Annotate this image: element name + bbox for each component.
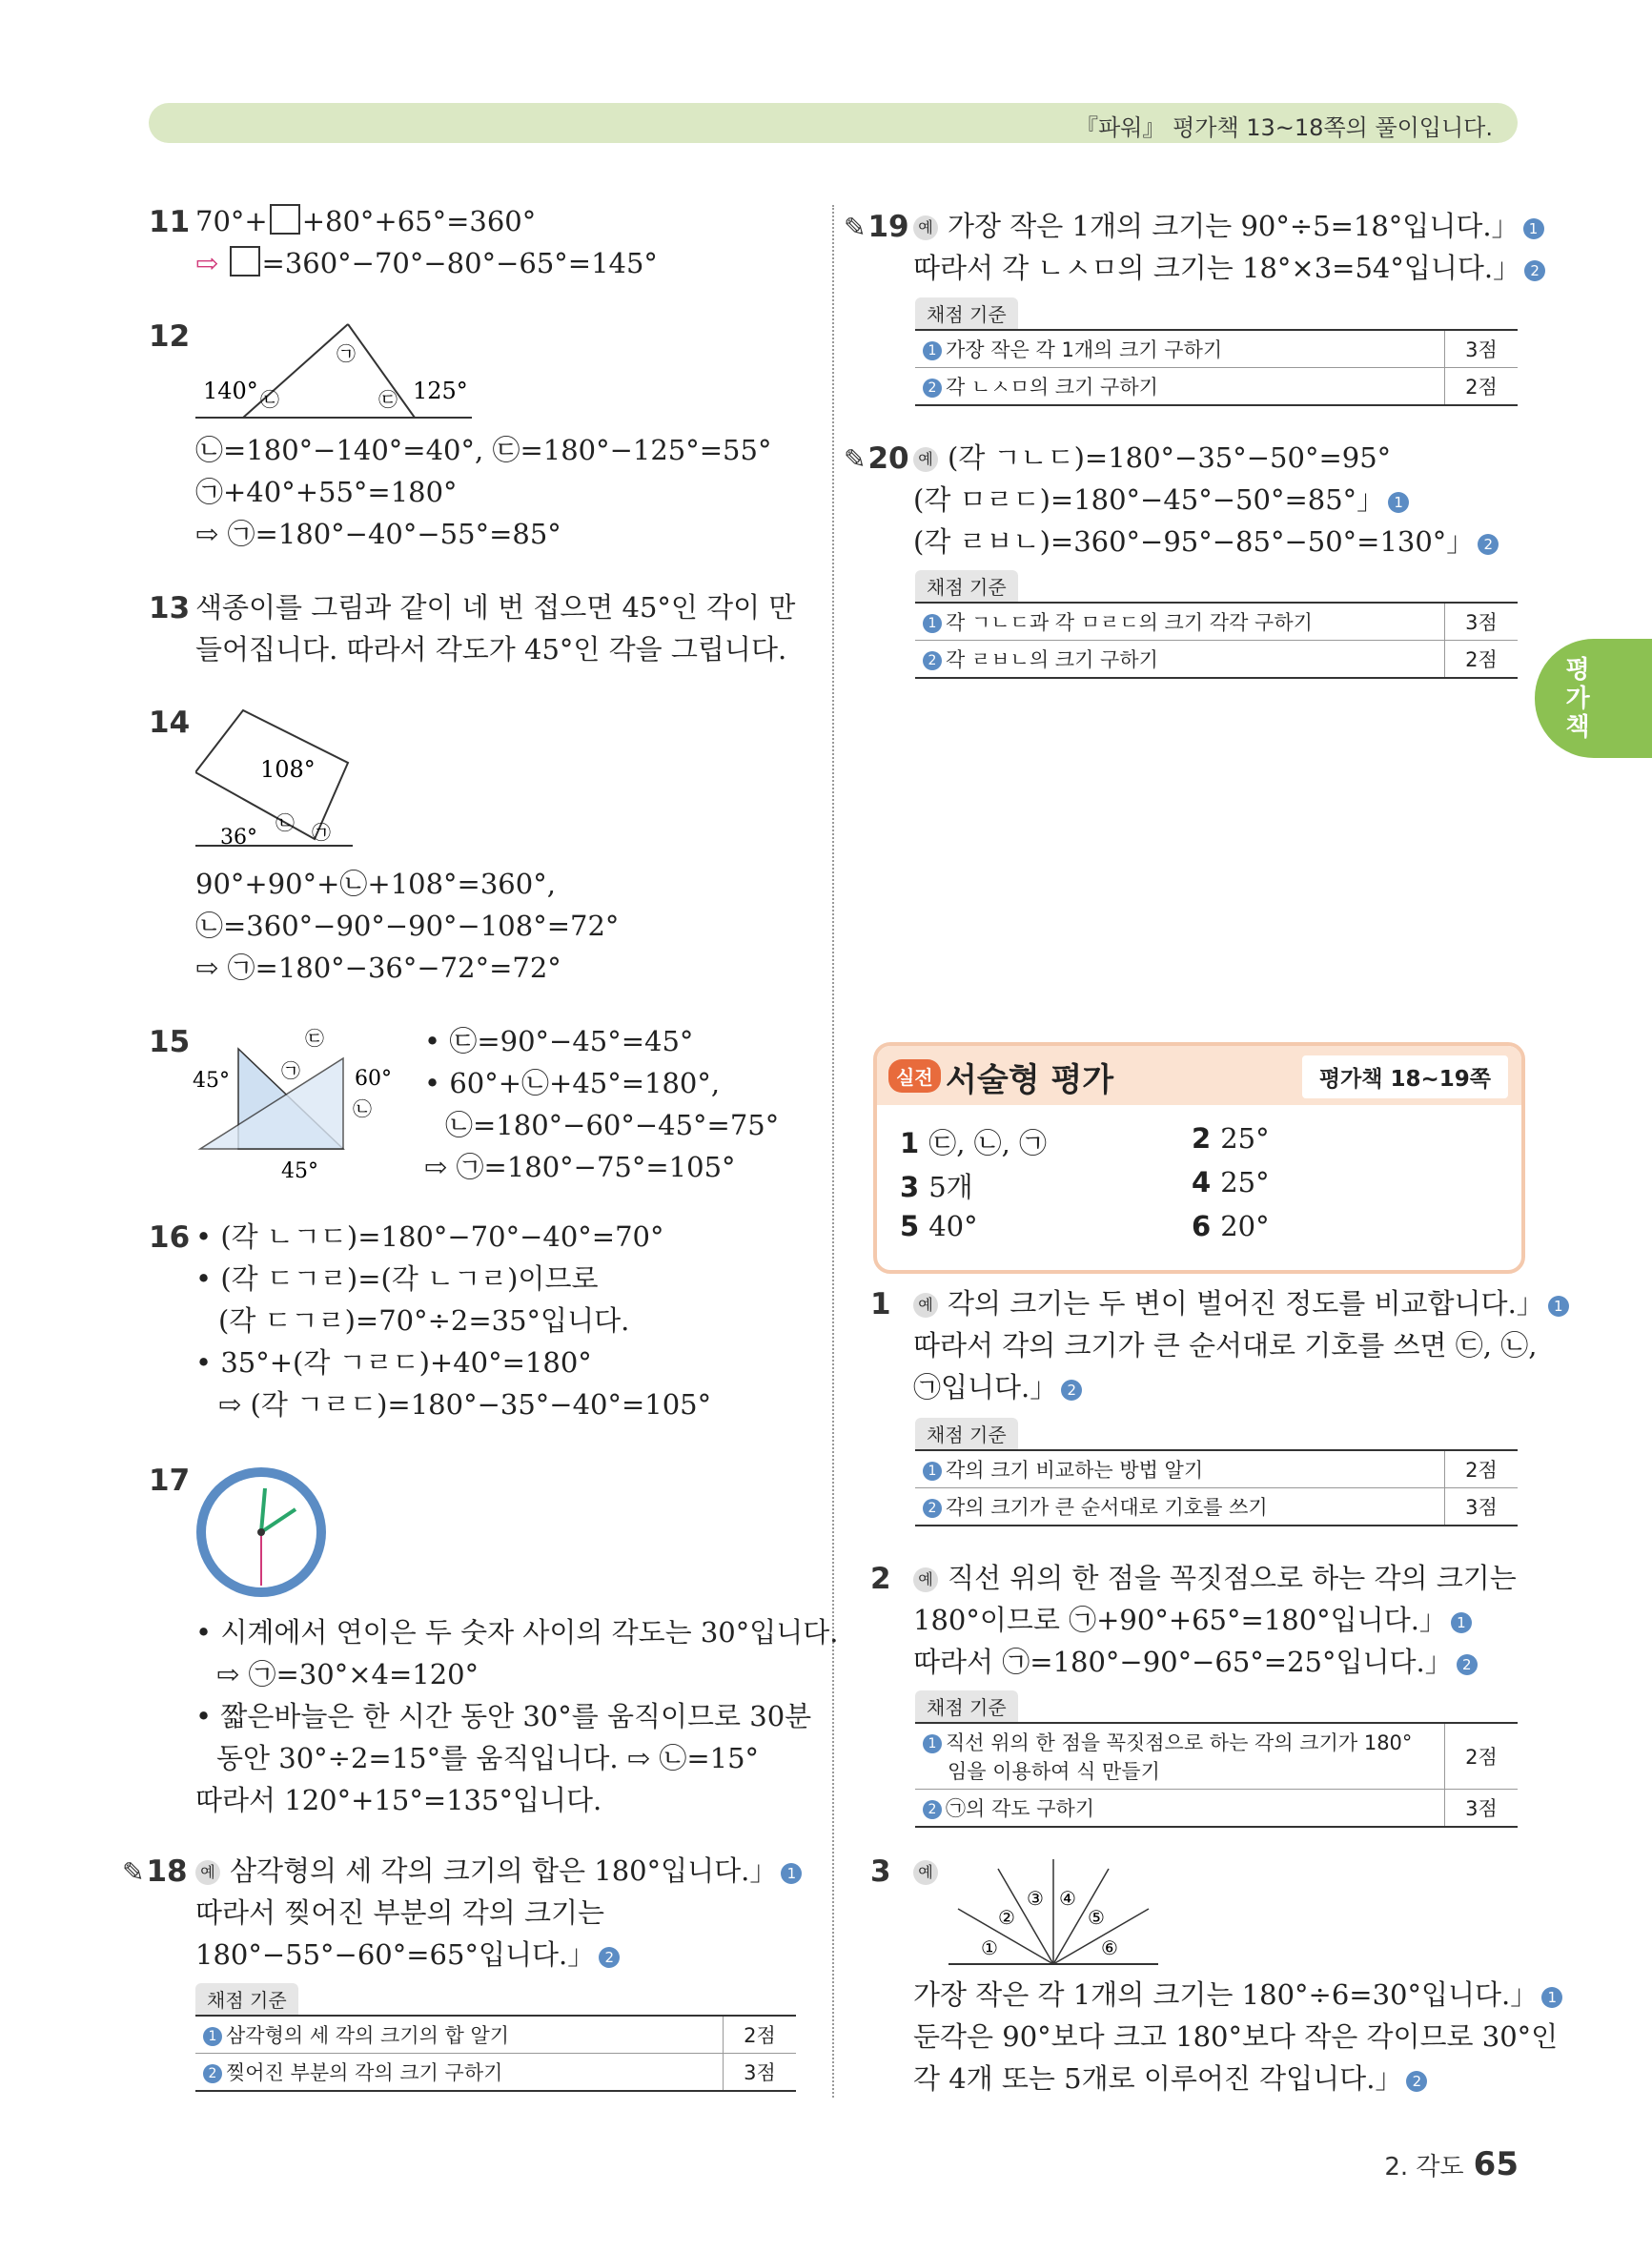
p16-line: (각 ㄷㄱㄹ)=70°÷2=35°입니다. [218,1304,630,1337]
step-1-icon: 1 [1451,1612,1472,1633]
problem-number: 12 [149,319,191,354]
p17-line: 동안 30°÷2=15°를 움직입니다. ⇨ ㉡=15° [216,1742,760,1774]
problem-14 [195,863,619,989]
answer-item: 4 25° [1192,1166,1270,1198]
angle-mark: ㉠ [312,821,331,844]
header-bar [149,103,1518,143]
example-badge: 예 [913,1293,938,1318]
question-1: 예 각의 크기는 두 변이 벌어진 정도를 비교합니다.」 1 따라서 각의 크기가 큰 순서대로 기호를 쓰면 ㉢, ㉡, ㉠입니다.」 2 [913,1282,1569,1408]
p18-line: 따라서 찢어진 부분의 각의 크기는 [195,1896,605,1929]
angle-number: ③ [1027,1887,1044,1910]
pencil-icon: ✎ [844,212,867,243]
assessment-pages: 평가책 18~19쪽 [1302,1055,1508,1098]
side-tab-label: 평가책 [1565,656,1590,742]
angle-mark: ㉡ [353,1097,372,1120]
assessment-box [873,1042,1525,1274]
step-2-icon: 2 [1478,534,1499,555]
assessment-tag: 실전 [888,1059,941,1093]
problem-19: 예 가장 작은 1개의 크기는 90°÷5=18°입니다.」 1 따라서 각 ㄴㅅㅁ의 크기는 18°×3=54°입니다.」 2 [913,205,1545,289]
triangle-figure [195,315,481,420]
page-footer [1384,2145,1519,2183]
question-number: 2 [870,1562,891,1596]
step-1-icon: 1 [1548,1296,1569,1317]
step-1-icon: 1 [1388,492,1409,513]
p15-line: ⇨ ㉠=180°−75°=105° [424,1151,736,1183]
arrow-icon: ⇨ [195,247,228,279]
angle-number: ② [998,1906,1015,1929]
step-2-icon: 2 [1406,2071,1427,2092]
step-2-icon: 2 [1524,260,1545,281]
page-number: 65 [1473,2145,1519,2183]
assessment-header [877,1046,1521,1105]
problem-15 [424,1020,779,1188]
rubric-tag: 채점 기준 [915,1690,1018,1722]
p14-line: ⇨ ㉠=180°−36°−72°=72° [195,952,561,984]
problem-number: ✎18 [122,1854,188,1889]
blank-box [270,204,300,235]
problem-number: 15 [149,1025,191,1059]
problem-12 [195,429,771,555]
triangle-rulers-figure [191,1020,405,1182]
answer-item: 3 5개 [900,1171,973,1203]
p17-line: ⇨ ㉠=30°×4=120° [216,1658,479,1690]
angle-mark: ㉠ [337,342,356,365]
p11-text: +80°+65°=360° [301,205,537,237]
rubric-tag: 채점 기준 [915,297,1018,329]
problem-17 [195,1611,839,1821]
example-badge: 예 [195,1860,220,1885]
p16-line: • 35°+(각 ㄱㄹㄷ)+40°=180° [195,1346,592,1379]
angle-mark: ㉠ [281,1059,300,1082]
p15-line: • 60°+㉡+45°=180°, [424,1067,721,1099]
angle-label: 125° [413,378,468,404]
clock-figure [193,1464,331,1602]
step-1-icon: 1 [1541,1987,1562,2008]
problem-number: 16 [149,1220,191,1255]
rubric-18: 채점 기준 1 삼각형의 세 각의 크기의 합 알기 2점 2 찢어진 부분의 각의 크기 구하기 3점 [195,1983,796,2092]
p14-line: 90°+90°+㉡+108°=360°, [195,868,556,900]
p12-line: ⇨ ㉠=180°−40°−55°=85° [195,518,561,550]
question-3: 가장 작은 각 1개의 크기는 180°÷6=30°입니다.」 1 둔각은 90°보다 크고 180°보다 작은 각이므로 30°인 각 4개 또는 5개로 이루어진 각입니다.」 2 [913,1974,1562,2099]
rubric-19: 채점 기준 1 가장 작은 각 1개의 크기 구하기 3점 2 각 ㄴㅅㅁ의 크기 구하기 2점 [915,297,1518,406]
angle-mark: ㉢ [378,388,398,411]
p17-line: 따라서 120°+15°=135°입니다. [195,1784,602,1816]
p16-line: • (각 ㄴㄱㄷ)=180°−70°−40°=70° [195,1220,664,1253]
rubric-q1: 채점 기준 1 각의 크기 비교하는 방법 알기 2점 2 각의 크기가 큰 순서대로 기호를 쓰기 3점 [915,1418,1518,1526]
problem-16 [195,1216,711,1425]
angle-number: ⑥ [1101,1936,1118,1959]
example-badge: 예 [913,1567,938,1592]
answer-item: 5 40° [900,1210,978,1242]
rubric-q2: 채점 기준 1 직선 위의 한 점을 꼭짓점으로 하는 각의 크기가 180° 임을 이용하여 식 만들기 2점 2 ㉠의 각도 구하기 3점 [915,1690,1518,1828]
step-2-icon: 2 [1061,1380,1082,1401]
step-1-icon: 1 [781,1863,802,1884]
answer-item: 2 25° [1192,1122,1270,1155]
angle-label: 60° [355,1067,392,1091]
problem-11 [195,200,658,284]
p12-line: ㉡=180°−140°=40°, ㉢=180°−125°=55° [195,434,772,466]
problem-number: 17 [149,1464,191,1498]
fan-figure [948,1859,1163,1969]
problem-13 [195,586,795,670]
problem-20: 예 (각 ㄱㄴㄷ)=180°−35°−50°=95° (각 ㅁㄹㄷ)=180°−45°−50°=85°」 1 (각 ㄹㅂㄴ)=360°−95°−85°−50°=130°」 2 [913,437,1499,563]
problem-number: ✎20 [844,441,909,476]
angle-number: ① [981,1936,998,1959]
angle-number: ⑤ [1088,1906,1105,1929]
angle-label: 140° [203,378,258,404]
example-badge: 예 [913,1860,938,1885]
angle-label: 45° [281,1159,318,1182]
example-badge: 예 [913,447,938,472]
p15-line: • ㉢=90°−45°=45° [424,1025,694,1057]
question-number: 1 [870,1287,891,1321]
p17-line: • 시계에서 연이은 두 숫자 사이의 각도는 30°입니다. [195,1616,839,1649]
angle-number: ④ [1059,1887,1076,1910]
angle-mark: ㉡ [275,811,295,834]
p13-line: 들어집니다. 따라서 각도가 45°인 각을 그립니다. [195,633,787,666]
step-2-icon: 2 [1457,1654,1478,1675]
angle-mark: ㉡ [260,388,279,411]
pencil-icon: ✎ [844,443,867,475]
rubric-20: 채점 기준 1 각 ㄱㄴㄷ과 각 ㅁㄹㄷ의 크기 각각 구하기 3점 2 각 ㄹㅂㄴ의 크기 구하기 2점 [915,570,1518,679]
header-text: 『파워』 평가책 13~18쪽의 풀이입니다. [1075,114,1493,141]
question-2: 예 직선 위의 한 점을 꼭짓점으로 하는 각의 크기는 180°이므로 ㉠+90°+65°=180°입니다.」 1 따라서 ㉠=180°−90°−65°=25°입니다.」 2 [913,1562,1517,1678]
question-number: 3 [870,1854,891,1889]
problem-number: 14 [149,706,191,740]
answer-item: 1 ㉢, ㉡, ㉠ [900,1127,1048,1159]
step-2-icon: 2 [599,1947,620,1968]
blank-box [230,246,260,277]
rubric-tag: 채점 기준 [195,1983,298,2015]
p14-line: ㉡=360°−90°−90°−108°=72° [195,910,620,942]
step-1-icon: 1 [1523,218,1544,239]
quadrilateral-figure [195,706,357,849]
p16-line: ⇨ (각 ㄱㄹㄷ)=180°−35°−40°=105° [218,1388,712,1421]
problem-number: 11 [149,205,191,239]
side-tab[interactable] [1535,639,1652,758]
rubric-tag: 채점 기준 [915,1418,1018,1449]
assessment-title: 서술형 평가 [946,1061,1114,1099]
angle-label: 36° [220,826,257,849]
pencil-icon: ✎ [122,1856,145,1888]
problem-number: ✎19 [844,210,909,244]
answer-item: 6 20° [1192,1210,1270,1242]
p11-text: 70°+ [195,205,268,237]
p17-line: • 짧은바늘은 한 시간 동안 30°를 움직이므로 30분 [195,1700,812,1732]
section-label: 2. 각도 [1384,2153,1464,2181]
example-badge: 예 [913,215,938,240]
rubric-tag: 채점 기준 [915,570,1018,602]
angle-label: 108° [260,756,316,783]
problem-number: 13 [149,591,191,625]
problem-18: 예 삼각형의 세 각의 크기의 합은 180°입니다.」 1 따라서 찢어진 부분의 각의 크기는 180°−55°−60°=65°입니다.」 2 [195,1850,802,1976]
p11-text: =360°−70°−80°−65°=145° [261,247,658,279]
angle-label: 45° [193,1069,230,1093]
angle-mark: ㉢ [305,1027,324,1050]
p16-line: • (각 ㄷㄱㄹ)=(각 ㄴㄱㄹ)이므로 [195,1262,599,1295]
p15-line: ㉡=180°−60°−45°=75° [445,1109,780,1141]
p13-line: 색종이를 그림과 같이 네 번 접으면 45°인 각이 만 [195,591,796,624]
question-3-example [913,1850,948,1892]
p12-line: ㉠+40°+55°=180° [195,476,458,508]
